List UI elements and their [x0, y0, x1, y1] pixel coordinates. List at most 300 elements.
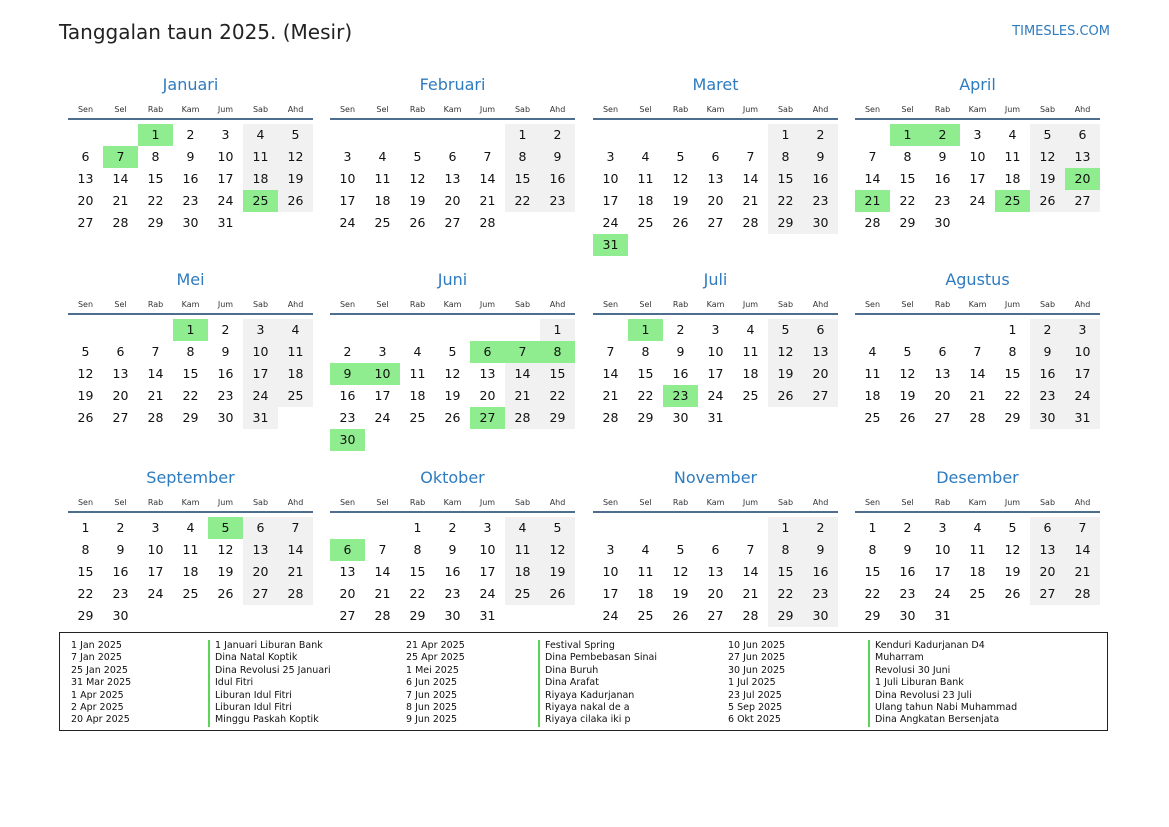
day-grid: [330, 319, 575, 451]
empty-cell: [698, 124, 733, 146]
weekend-day-cell: 11: [505, 539, 540, 561]
weekend-day-cell: 19: [768, 363, 803, 385]
legend-date: 6 Jun 2025: [406, 677, 458, 689]
weekend-day-cell: 31: [1065, 407, 1100, 429]
empty-cell: [628, 124, 663, 146]
weekend-day-cell: 26: [768, 385, 803, 407]
page-title: Tanggalan taun 2025. (Mesir): [59, 20, 353, 44]
legend-holiday-name: Liburan Idul Fitri: [208, 702, 331, 714]
legend-name-column: [208, 640, 331, 727]
empty-cell: [103, 124, 138, 146]
day-cell: 31: [479, 608, 496, 623]
weekday-label: Ahd: [812, 498, 829, 507]
legend-holiday-name: Dina Buruh: [538, 665, 657, 677]
day-cell: 11: [374, 171, 391, 186]
day-cell: 4: [868, 344, 877, 359]
weekend-day-cell: 27: [1030, 583, 1065, 605]
weekday-label: Sab: [252, 498, 269, 507]
month-title: Juni: [437, 270, 468, 289]
month-title: September: [146, 468, 235, 487]
legend-holiday-name: Riyaya nakal de a: [538, 702, 657, 714]
weekend-day-cell: 3: [243, 319, 278, 341]
day-cell: 27: [339, 608, 356, 623]
weekday-label: Kam: [443, 498, 462, 507]
weekend-day-cell: 2: [803, 124, 838, 146]
weekend-day-cell: 30: [803, 605, 838, 627]
legend-holiday-name: Riyaya cilaka iki p: [538, 714, 657, 726]
day-cell: 26: [217, 586, 234, 601]
day-cell: 17: [339, 193, 356, 208]
empty-cell: [435, 124, 470, 146]
weekday-header: [68, 102, 313, 120]
day-cell: 1: [413, 520, 422, 535]
weekday-label: Sen: [339, 498, 356, 507]
weekend-day-cell: 1: [768, 124, 803, 146]
day-cell: 13: [77, 171, 94, 186]
day-cell: 29: [1004, 410, 1021, 425]
weekday-label: Ahd: [1074, 498, 1091, 507]
empty-cell: [855, 124, 890, 146]
day-cell: 21: [112, 193, 129, 208]
day-cell: 23: [444, 586, 461, 601]
weekday-label: Sel: [639, 300, 652, 309]
weekend-day-cell: 2: [540, 124, 575, 146]
weekend-day-cell: 29: [768, 212, 803, 234]
day-cell: 3: [938, 520, 947, 535]
month-oktober: [330, 467, 575, 627]
day-cell: 21: [374, 586, 391, 601]
day-cell: 16: [182, 171, 199, 186]
day-cell: 4: [746, 322, 755, 337]
day-cell: 3: [483, 520, 492, 535]
weekend-day-cell: 23: [1030, 385, 1065, 407]
day-cell: 28: [147, 410, 164, 425]
weekend-day-cell: 17: [1065, 363, 1100, 385]
day-cell: 19: [217, 564, 234, 579]
month-januari: [68, 74, 313, 234]
weekend-day-cell: 13: [803, 341, 838, 363]
day-cell: 16: [217, 366, 234, 381]
weekday-label: Sen: [77, 105, 94, 114]
weekend-day-cell: 16: [540, 168, 575, 190]
weekday-label: Ahd: [287, 498, 304, 507]
day-cell: 20: [339, 586, 356, 601]
day-cell: 12: [217, 542, 234, 557]
day-cell: 17: [707, 366, 724, 381]
day-cell: 12: [672, 171, 689, 186]
weekend-day-cell: 25: [278, 385, 313, 407]
legend-holiday-name: Minggu Paskah Koptik: [208, 714, 331, 726]
day-cell: 25: [742, 388, 759, 403]
day-cell: 5: [413, 149, 422, 164]
legend-date: 10 Jun 2025: [728, 640, 786, 651]
day-cell: 11: [637, 564, 654, 579]
day-cell: 13: [934, 366, 951, 381]
legend-date-column: [71, 640, 131, 727]
weekend-day-cell: 7: [1065, 517, 1100, 539]
holiday-day-cell: 1: [173, 319, 208, 341]
day-cell: 18: [864, 388, 881, 403]
weekday-label: Sen: [602, 498, 619, 507]
legend-date-column: [406, 640, 465, 727]
weekend-day-cell: 14: [1065, 539, 1100, 561]
day-cell: 10: [707, 344, 724, 359]
day-cell: 16: [444, 564, 461, 579]
day-cell: 24: [969, 193, 986, 208]
weekend-day-cell: 13: [1065, 146, 1100, 168]
month-februari: [330, 74, 575, 234]
day-cell: 26: [409, 215, 426, 230]
day-cell: 19: [444, 388, 461, 403]
day-cell: 9: [938, 149, 947, 164]
day-cell: 9: [186, 149, 195, 164]
day-cell: 23: [217, 388, 234, 403]
weekday-header: [330, 297, 575, 315]
day-cell: 24: [147, 586, 164, 601]
weekday-label: Rab: [409, 300, 426, 309]
day-cell: 26: [1004, 586, 1021, 601]
weekend-day-cell: 21: [505, 385, 540, 407]
day-cell: 25: [374, 215, 391, 230]
day-cell: 22: [864, 586, 881, 601]
weekend-day-cell: 27: [803, 385, 838, 407]
weekend-day-cell: 12: [768, 341, 803, 363]
weekend-day-cell: 25: [505, 583, 540, 605]
day-cell: 22: [899, 193, 916, 208]
day-grid: [855, 124, 1100, 234]
weekday-label: Jum: [217, 300, 234, 309]
weekday-label: Rab: [672, 300, 689, 309]
weekday-label: Kam: [181, 300, 200, 309]
empty-cell: [593, 319, 628, 341]
day-cell: 23: [112, 586, 129, 601]
legend-date: 23 Jul 2025: [728, 689, 782, 701]
weekday-label: Rab: [672, 105, 689, 114]
day-cell: 16: [899, 564, 916, 579]
day-cell: 28: [602, 410, 619, 425]
day-cell: 3: [973, 127, 982, 142]
day-cell: 20: [444, 193, 461, 208]
day-cell: 26: [672, 215, 689, 230]
day-cell: 6: [116, 344, 125, 359]
legend-date: 9 Jun 2025: [406, 714, 458, 726]
weekday-label: Sab: [252, 105, 269, 114]
day-cell: 18: [969, 564, 986, 579]
legend-date: 21 Apr 2025: [406, 640, 465, 651]
weekday-label: Jum: [1004, 300, 1021, 309]
weekend-day-cell: 21: [278, 561, 313, 583]
weekday-label: Jum: [217, 105, 234, 114]
day-cell: 18: [182, 564, 199, 579]
day-cell: 28: [742, 608, 759, 623]
weekday-label: Rab: [672, 498, 689, 507]
weekend-day-cell: 22: [540, 385, 575, 407]
weekday-label: Rab: [409, 105, 426, 114]
legend-holiday-name: Dina Natal Koptik: [208, 652, 331, 664]
day-cell: 13: [707, 171, 724, 186]
weekday-label: Rab: [147, 105, 164, 114]
day-cell: 8: [868, 542, 877, 557]
weekend-day-cell: 5: [1030, 124, 1065, 146]
weekday-label: Jum: [742, 498, 759, 507]
legend-holiday-name: Dina Revolusi 23 Juli: [868, 690, 1017, 702]
day-cell: 27: [707, 215, 724, 230]
weekday-header: [593, 102, 838, 120]
legend-holiday-name: Riyaya Kadurjanan: [538, 690, 657, 702]
weekend-day-cell: 15: [505, 168, 540, 190]
legend-date: 5 Sep 2025: [728, 702, 783, 714]
day-cell: 10: [602, 171, 619, 186]
day-cell: 8: [903, 149, 912, 164]
day-cell: 1: [81, 520, 90, 535]
weekday-label: Sab: [514, 498, 531, 507]
day-cell: 20: [707, 586, 724, 601]
day-cell: 16: [339, 388, 356, 403]
weekday-header: [68, 297, 313, 315]
empty-cell: [628, 517, 663, 539]
day-cell: 20: [934, 388, 951, 403]
day-cell: 22: [147, 193, 164, 208]
day-cell: 29: [77, 608, 94, 623]
weekend-day-cell: 6: [1065, 124, 1100, 146]
day-cell: 26: [672, 608, 689, 623]
day-cell: 7: [973, 344, 982, 359]
day-cell: 20: [77, 193, 94, 208]
day-cell: 11: [409, 366, 426, 381]
empty-cell: [103, 319, 138, 341]
day-cell: 13: [112, 366, 129, 381]
day-cell: 18: [637, 193, 654, 208]
legend-holiday-name: Ulang tahun Nabi Muhammad: [868, 702, 1017, 714]
legend-date: 25 Jan 2025: [71, 664, 128, 676]
day-cell: 14: [374, 564, 391, 579]
weekday-label: Rab: [934, 105, 951, 114]
day-cell: 8: [151, 149, 160, 164]
weekday-label: Sen: [602, 300, 619, 309]
day-grid: [593, 124, 838, 256]
day-cell: 17: [934, 564, 951, 579]
day-cell: 12: [444, 366, 461, 381]
holiday-day-cell: 23: [663, 385, 698, 407]
weekend-day-cell: 4: [278, 319, 313, 341]
holiday-day-cell: 21: [855, 190, 890, 212]
weekend-day-cell: 24: [243, 385, 278, 407]
weekday-label: Sel: [114, 300, 127, 309]
weekday-label: Kam: [706, 300, 725, 309]
day-cell: 31: [934, 608, 951, 623]
legend-date: 1 Apr 2025: [71, 689, 124, 701]
day-cell: 10: [339, 171, 356, 186]
day-cell: 28: [112, 215, 129, 230]
weekend-day-cell: 12: [278, 146, 313, 168]
day-cell: 4: [378, 149, 387, 164]
weekend-day-cell: 11: [278, 341, 313, 363]
day-cell: 31: [217, 215, 234, 230]
day-cell: 28: [742, 215, 759, 230]
weekend-day-cell: 5: [768, 319, 803, 341]
weekday-label: Sel: [114, 105, 127, 114]
weekday-label: Sel: [114, 498, 127, 507]
month-title: April: [959, 75, 996, 94]
weekend-day-cell: 2: [1030, 319, 1065, 341]
day-cell: 2: [676, 322, 685, 337]
day-cell: 17: [969, 171, 986, 186]
day-cell: 31: [707, 410, 724, 425]
weekday-label: Sab: [777, 498, 794, 507]
weekend-day-cell: 4: [505, 517, 540, 539]
legend-date: 6 Okt 2025: [728, 714, 781, 726]
weekend-day-cell: 10: [1065, 341, 1100, 363]
weekday-label: Sel: [901, 105, 914, 114]
day-cell: 17: [147, 564, 164, 579]
day-cell: 4: [1008, 127, 1017, 142]
day-cell: 28: [969, 410, 986, 425]
weekend-day-cell: 19: [1030, 168, 1065, 190]
day-cell: 14: [112, 171, 129, 186]
day-cell: 8: [413, 542, 422, 557]
day-cell: 24: [707, 388, 724, 403]
day-grid: [68, 517, 313, 627]
weekend-day-cell: 8: [505, 146, 540, 168]
holiday-legend: [59, 632, 1108, 731]
legend-date: 1 Jul 2025: [728, 677, 776, 689]
weekend-day-cell: 15: [768, 168, 803, 190]
day-cell: 17: [479, 564, 496, 579]
day-cell: 19: [672, 193, 689, 208]
empty-cell: [505, 319, 540, 341]
weekend-day-cell: 23: [540, 190, 575, 212]
day-cell: 24: [217, 193, 234, 208]
day-cell: 20: [707, 193, 724, 208]
day-cell: 13: [444, 171, 461, 186]
legend-date: 8 Jun 2025: [406, 702, 458, 714]
day-cell: 5: [903, 344, 912, 359]
holiday-day-cell: 1: [138, 124, 173, 146]
day-cell: 15: [864, 564, 881, 579]
day-cell: 21: [969, 388, 986, 403]
legend-date: 25 Apr 2025: [406, 652, 465, 664]
day-cell: 2: [448, 520, 457, 535]
legend-date: 1 Jan 2025: [71, 640, 122, 651]
day-grid: [855, 517, 1100, 627]
day-cell: 20: [479, 388, 496, 403]
day-cell: 6: [448, 149, 457, 164]
weekday-label: Ahd: [812, 300, 829, 309]
month-title: Maret: [692, 75, 739, 94]
legend-holiday-name: 1 Juli Liburan Bank: [868, 677, 1017, 689]
weekend-day-cell: 5: [278, 124, 313, 146]
day-cell: 12: [1004, 542, 1021, 557]
day-cell: 10: [934, 542, 951, 557]
weekend-day-cell: 4: [243, 124, 278, 146]
brand-link[interactable]: TIMESLES.COM: [1012, 24, 1110, 39]
weekend-day-cell: 30: [803, 212, 838, 234]
day-cell: 5: [676, 542, 685, 557]
holiday-day-cell: 9: [330, 363, 365, 385]
weekday-label: Sen: [864, 498, 881, 507]
weekend-day-cell: 9: [803, 539, 838, 561]
legend-date: 7 Jun 2025: [406, 689, 458, 701]
weekday-header: [593, 495, 838, 513]
day-cell: 29: [637, 410, 654, 425]
weekend-day-cell: 23: [803, 190, 838, 212]
empty-cell: [733, 517, 768, 539]
day-cell: 15: [899, 171, 916, 186]
legend-holiday-name: Dina Arafat: [538, 677, 657, 689]
day-grid: [68, 319, 313, 429]
month-title: Januari: [162, 75, 219, 94]
month-title: Desember: [936, 468, 1019, 487]
weekend-day-cell: 18: [505, 561, 540, 583]
day-cell: 23: [934, 193, 951, 208]
day-cell: 29: [409, 608, 426, 623]
weekend-day-cell: 24: [1065, 385, 1100, 407]
day-cell: 4: [641, 149, 650, 164]
weekday-header: [330, 102, 575, 120]
weekend-day-cell: 9: [1030, 341, 1065, 363]
day-cell: 27: [444, 215, 461, 230]
empty-cell: [365, 319, 400, 341]
weekend-day-cell: 22: [768, 583, 803, 605]
legend-name-column: [868, 640, 1017, 727]
day-cell: 26: [899, 410, 916, 425]
day-cell: 25: [182, 586, 199, 601]
day-cell: 14: [147, 366, 164, 381]
legend-holiday-name: Muharram: [868, 652, 1017, 664]
day-cell: 3: [711, 322, 720, 337]
day-cell: 17: [602, 193, 619, 208]
weekend-day-cell: 20: [243, 561, 278, 583]
weekday-header: [593, 297, 838, 315]
weekday-label: Kam: [968, 498, 987, 507]
weekend-day-cell: 5: [540, 517, 575, 539]
day-cell: 19: [409, 193, 426, 208]
weekday-label: Jum: [742, 300, 759, 309]
empty-cell: [330, 517, 365, 539]
empty-cell: [68, 319, 103, 341]
day-grid: [593, 319, 838, 429]
day-cell: 4: [413, 344, 422, 359]
month-juli: [593, 269, 838, 429]
weekday-label: Ahd: [1074, 300, 1091, 309]
day-cell: 10: [147, 542, 164, 557]
weekend-day-cell: 23: [803, 583, 838, 605]
day-cell: 14: [742, 564, 759, 579]
weekday-label: Rab: [409, 498, 426, 507]
weekend-day-cell: 26: [540, 583, 575, 605]
day-cell: 9: [221, 344, 230, 359]
weekday-header: [855, 495, 1100, 513]
empty-cell: [365, 517, 400, 539]
day-cell: 19: [1004, 564, 1021, 579]
day-cell: 10: [479, 542, 496, 557]
weekday-header: [68, 495, 313, 513]
weekend-day-cell: 16: [1030, 363, 1065, 385]
day-cell: 1: [868, 520, 877, 535]
holiday-day-cell: 6: [470, 341, 505, 363]
weekend-day-cell: 1: [540, 319, 575, 341]
weekday-label: Rab: [147, 300, 164, 309]
day-cell: 19: [77, 388, 94, 403]
weekend-day-cell: 18: [243, 168, 278, 190]
empty-cell: [890, 319, 925, 341]
legend-date: 1 Mei 2025: [406, 664, 459, 676]
weekday-label: Kam: [443, 105, 462, 114]
legend-holiday-name: Revolusi 30 Juni: [868, 665, 1017, 677]
day-cell: 3: [221, 127, 230, 142]
day-cell: 25: [637, 608, 654, 623]
weekend-day-cell: 1: [505, 124, 540, 146]
